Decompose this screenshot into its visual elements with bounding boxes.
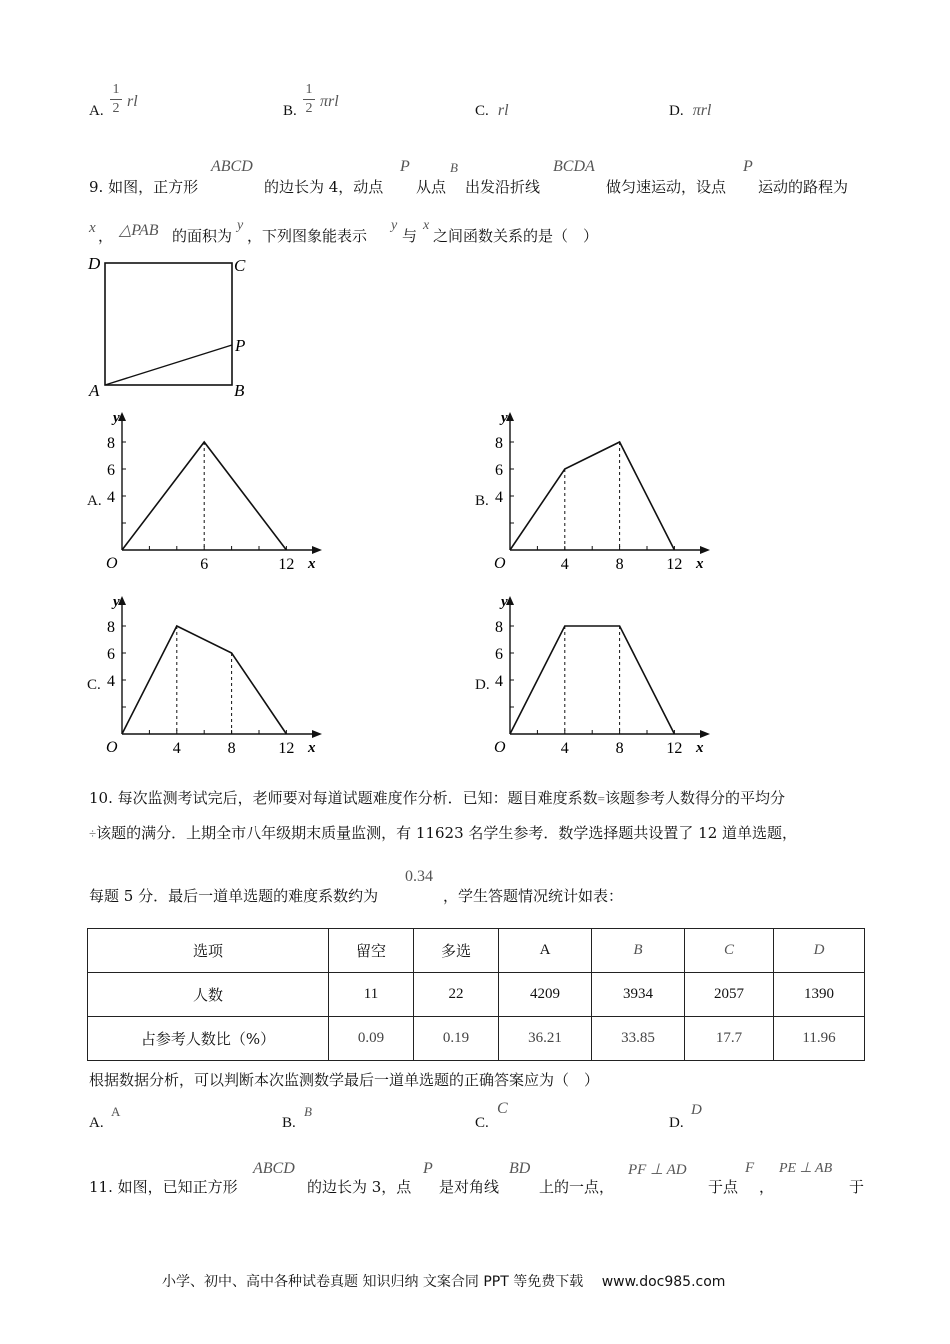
q10-option-a xyxy=(89,1104,149,1134)
graph-a xyxy=(100,408,330,576)
y-tick-label: 6 xyxy=(495,462,503,479)
x-axis-label: x xyxy=(696,556,704,572)
text: 从点 xyxy=(416,178,447,196)
text: 是对角线 xyxy=(439,1178,500,1196)
text: 于 xyxy=(849,1178,865,1196)
x-tick-label: 8 xyxy=(227,740,236,757)
x-tick-label: 4 xyxy=(172,740,181,757)
q9-line2 xyxy=(89,220,869,250)
table-cell: 0.09 xyxy=(329,1017,414,1061)
math: y xyxy=(391,218,398,233)
math: 0.34 xyxy=(405,868,433,885)
y-axis-label: y xyxy=(113,594,120,610)
math: = xyxy=(597,791,605,806)
y-tick-label: 8 xyxy=(107,435,115,452)
y-axis-label: y xyxy=(113,410,120,426)
table-cell: 1390 xyxy=(774,973,865,1017)
text: 之间函数关系的是（ ） xyxy=(433,227,599,245)
math: P xyxy=(400,158,410,175)
math: ÷ xyxy=(89,826,97,841)
expr: πrl xyxy=(692,102,712,119)
table-row xyxy=(88,1017,865,1061)
option-label: D. xyxy=(669,1115,684,1131)
option-value: B xyxy=(304,1104,312,1119)
origin-label: O xyxy=(494,555,506,572)
option-label: B. xyxy=(282,1115,296,1131)
x-tick-label: 12 xyxy=(278,556,295,573)
x-axis-arrow xyxy=(700,546,710,554)
x-tick-label: 6 xyxy=(200,556,209,573)
x-axis-arrow xyxy=(312,546,322,554)
table-cell: 36.21 xyxy=(499,1017,592,1061)
table-cell: 3934 xyxy=(592,973,685,1017)
y-tick-label: 6 xyxy=(495,646,503,663)
text: 该题参考人数得分的平均分 xyxy=(604,789,785,807)
math: y xyxy=(237,218,244,233)
label-d: D xyxy=(88,254,101,273)
x-axis-label: x xyxy=(308,556,316,572)
text: 于点 xyxy=(708,1178,739,1196)
origin-label: O xyxy=(494,739,506,756)
y-tick-label: 4 xyxy=(495,673,503,690)
q10-option-d xyxy=(669,1102,729,1134)
fraction: 1 2 xyxy=(110,83,122,116)
label-c: C xyxy=(234,256,246,275)
footer-url[interactable]: www.doc985.com xyxy=(601,1274,726,1290)
text: 上的一点， xyxy=(539,1178,615,1196)
option-label: A. xyxy=(89,1115,104,1131)
table-cell: 2057 xyxy=(685,973,774,1017)
graph-b-label: B. xyxy=(475,493,489,509)
graph-d-label: D. xyxy=(475,677,490,693)
option-label: C. xyxy=(475,103,489,119)
origin-label: O xyxy=(106,739,118,756)
y-tick-label: 6 xyxy=(107,462,115,479)
y-tick-label: 4 xyxy=(495,489,503,506)
table-cell: 留空 xyxy=(329,929,414,973)
label-b: B xyxy=(234,381,245,400)
x-axis-label: x xyxy=(696,740,704,756)
q10-option-b xyxy=(282,1104,342,1134)
math: B xyxy=(450,160,458,175)
table-cell: C xyxy=(685,929,774,973)
label-p: P xyxy=(235,336,246,355)
y-tick-label: 6 xyxy=(107,646,115,663)
table-cell: 17.7 xyxy=(685,1017,774,1061)
q8-option-d xyxy=(669,100,711,120)
y-tick-label: 4 xyxy=(107,489,115,506)
q10-line1 xyxy=(89,787,785,808)
q8-option-b xyxy=(283,83,373,123)
option-value: C xyxy=(497,1100,508,1117)
function-line xyxy=(510,626,674,734)
stats-table xyxy=(87,928,865,1061)
math: P xyxy=(743,158,753,175)
y-tick-label: 8 xyxy=(495,435,503,452)
option-label: C. xyxy=(475,1115,489,1131)
x-tick-label: 12 xyxy=(278,740,295,757)
table-cell: 多选 xyxy=(414,929,499,973)
x-tick-label: 8 xyxy=(615,740,624,757)
text: ，学生答题情况统计如表： xyxy=(443,887,624,905)
graph-c xyxy=(100,592,330,760)
math: BCDA xyxy=(553,158,595,175)
math: PF ⊥ AD xyxy=(628,1162,687,1178)
text: ，下列图象能表示 xyxy=(247,227,368,245)
text: 出发沿折线 xyxy=(465,178,541,196)
math: BD xyxy=(509,1160,531,1177)
q11-line1 xyxy=(89,1160,869,1196)
text: ， xyxy=(98,227,114,245)
y-axis-label: y xyxy=(501,594,508,610)
table-cell: B xyxy=(592,929,685,973)
q9-line1 xyxy=(89,158,869,196)
math: x xyxy=(89,220,96,236)
math: F xyxy=(745,1160,755,1176)
x-tick-label: 12 xyxy=(666,740,683,757)
x-axis-label: x xyxy=(308,740,316,756)
math: x xyxy=(423,218,430,233)
text: 做匀速运动，设点 xyxy=(606,178,727,196)
text: ， xyxy=(759,1178,775,1196)
text: 10. 每次监测考试完后，老师要对每道试题难度作分析．已知：题目难度系数 xyxy=(89,789,598,807)
table-cell: A xyxy=(499,929,592,973)
fraction: 1 2 xyxy=(303,83,315,116)
expr: rl xyxy=(127,93,138,110)
text: 11. 如图，已知正方形 xyxy=(89,1178,238,1196)
x-tick-label: 4 xyxy=(560,740,569,757)
text: 的面积为 xyxy=(172,227,233,245)
option-label: D. xyxy=(669,103,684,119)
y-axis-label: y xyxy=(501,410,508,426)
table-cell: 占参考人数比（%） xyxy=(88,1017,329,1061)
q8-option-c xyxy=(475,100,509,120)
graph-a-label: A. xyxy=(87,493,102,509)
footer-text: 小学、初中、高中各种试卷真题 知识归纳 文案合同 PPT 等免费下载 xyxy=(162,1274,584,1290)
table-cell: 33.85 xyxy=(592,1017,685,1061)
math: ABCD xyxy=(253,1160,295,1177)
math: ABCD xyxy=(211,158,253,175)
x-tick-label: 8 xyxy=(615,556,624,573)
text: 与 xyxy=(402,227,418,245)
text: 9. 如图，正方形 xyxy=(89,178,199,196)
label-a: A xyxy=(89,381,100,400)
y-tick-label: 4 xyxy=(107,673,115,690)
table-cell: 11.96 xyxy=(774,1017,865,1061)
text: 运动的路程为 xyxy=(758,178,849,196)
text: 的边长为 3，点 xyxy=(307,1178,412,1196)
table-cell: D xyxy=(774,929,865,973)
text: 的边长为 4，动点 xyxy=(264,178,384,196)
x-tick-label: 4 xyxy=(560,556,569,573)
option-label: B. xyxy=(283,103,297,119)
q10-option-c xyxy=(475,1100,535,1134)
q10-after: 根据数据分析，可以判断本次监测数学最后一道单选题的正确答案应为（ ） xyxy=(89,1071,600,1089)
y-tick-label: 8 xyxy=(495,619,503,636)
math: PE ⊥ AB xyxy=(779,1161,833,1176)
graph-b xyxy=(488,408,718,576)
table-row xyxy=(88,929,865,973)
table-cell: 人数 xyxy=(88,973,329,1017)
text: 该题的满分．上期全市八年级期末质量监测，有 11623 名学生参考．数学选择题共设置了 12 道单选题， xyxy=(96,824,798,842)
table-cell: 11 xyxy=(329,973,414,1017)
table-cell: 22 xyxy=(414,973,499,1017)
table-row xyxy=(88,973,865,1017)
x-axis-arrow xyxy=(312,730,322,738)
function-line xyxy=(122,626,286,734)
q10-line3 xyxy=(89,868,789,904)
x-axis-arrow xyxy=(700,730,710,738)
y-tick-label: 8 xyxy=(107,619,115,636)
graph-d xyxy=(488,592,718,760)
table-cell: 4209 xyxy=(499,973,592,1017)
option-value: D xyxy=(691,1102,702,1118)
table-cell: 0.19 xyxy=(414,1017,499,1061)
graph-c-label: C. xyxy=(87,677,101,693)
math: △PAB xyxy=(119,222,159,239)
x-tick-label: 12 xyxy=(666,556,683,573)
table-cell: 选项 xyxy=(88,929,329,973)
option-label: A. xyxy=(89,103,104,119)
expr: rl xyxy=(497,102,509,119)
text: 每题 5 分．最后一道单选题的难度系数约为 xyxy=(89,887,379,905)
q8-option-a xyxy=(89,83,179,123)
footer xyxy=(162,1271,725,1291)
square-figure xyxy=(85,250,255,402)
math: P xyxy=(423,1160,433,1177)
expr: πrl xyxy=(320,93,339,110)
origin-label: O xyxy=(106,555,118,572)
q10-line2 xyxy=(89,822,797,843)
function-line xyxy=(510,442,674,550)
option-value: A xyxy=(111,1104,121,1119)
